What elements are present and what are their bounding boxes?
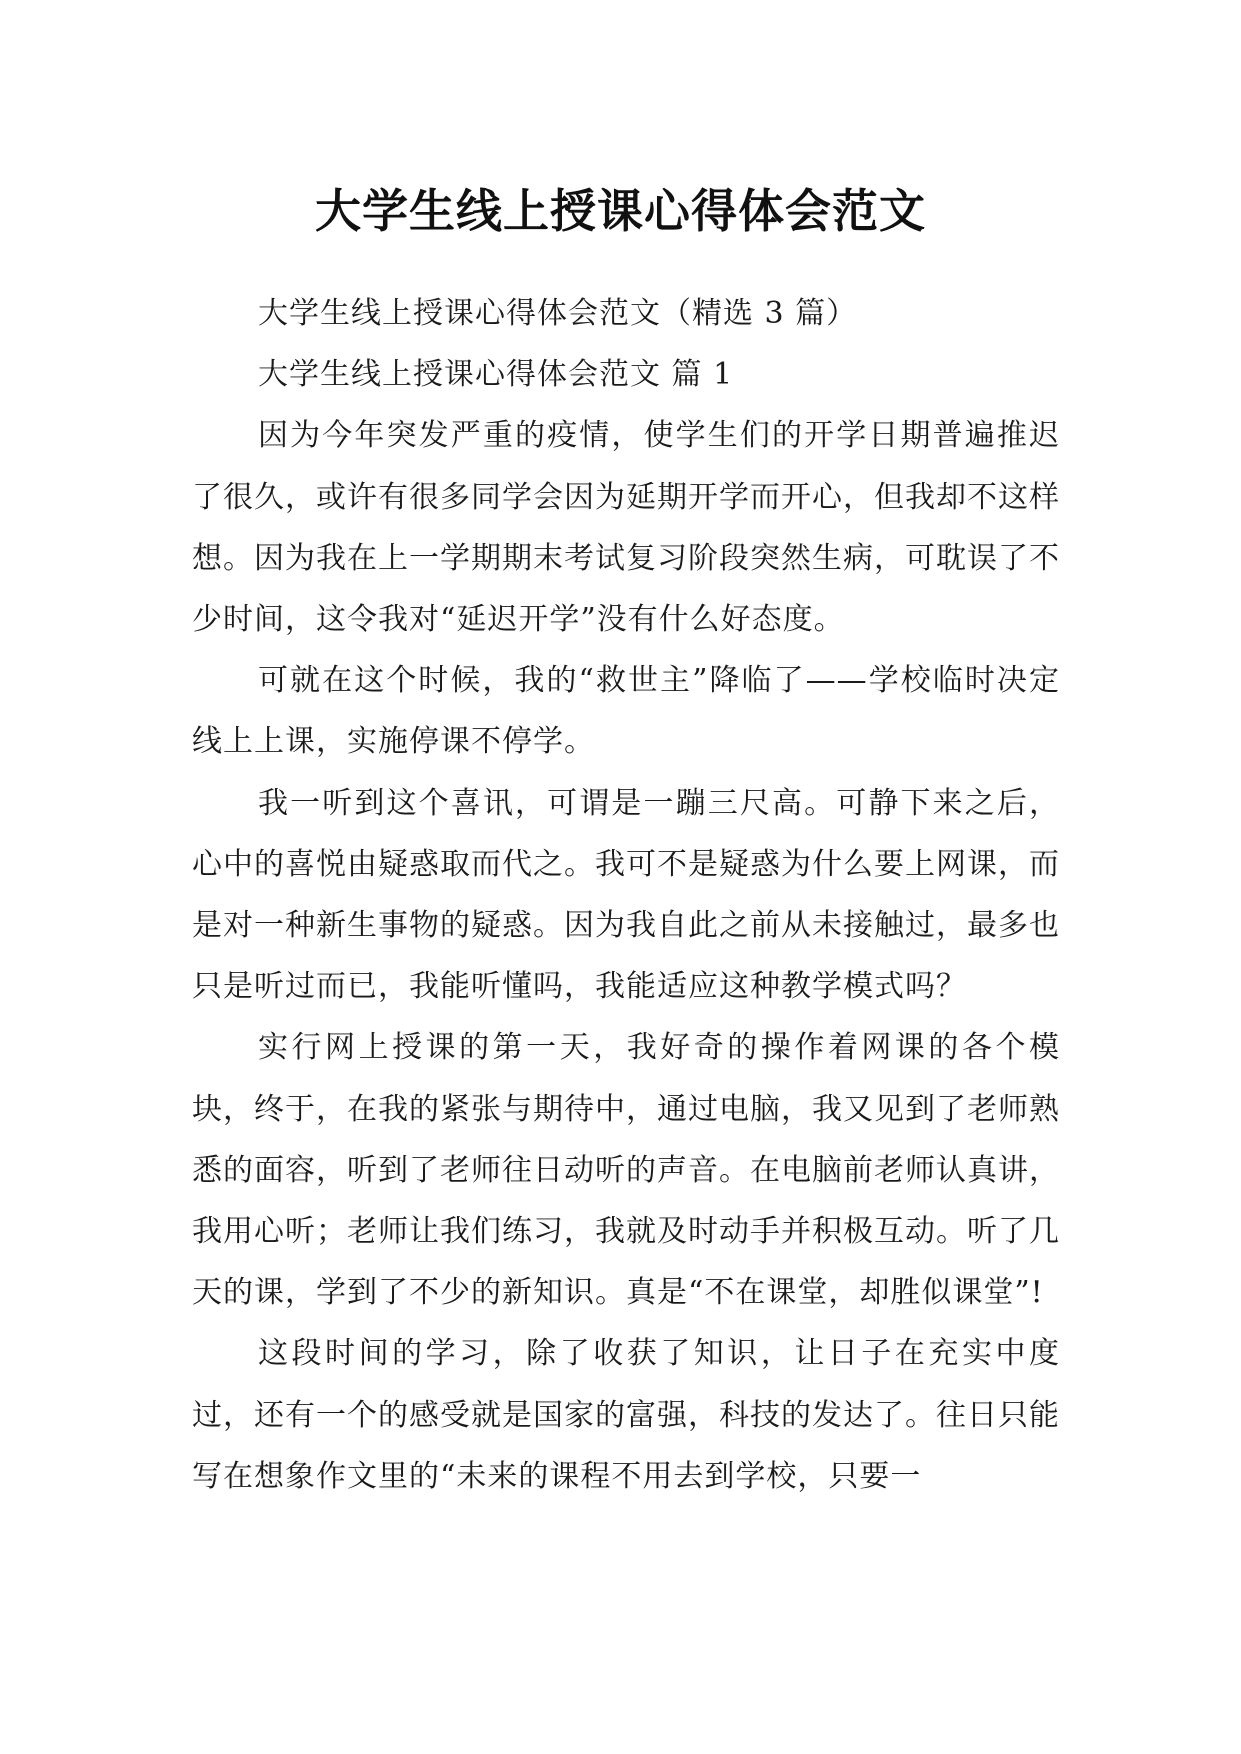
body-paragraph: 实行网上授课的第一天，我好奇的操作着网课的各个模块，终于，在我的紧张与期待中，通过电脑，我又见到了老师熟悉的面容，听到了老师往日动听的声音。在电脑前老师认真讲，我用心听；老师让我们练习，我就及时动手并积极互动。听了几天的课，学到了不少的新知识。真是“不在课堂，却胜似课堂”! xyxy=(192,1030,1060,1311)
subtitle-paragraph: 大学生线上授课心得体会范文（精选 3 篇） xyxy=(258,296,858,331)
section-heading-paragraph: 大学生线上授课心得体会范文 篇 1 xyxy=(258,357,734,393)
document-title: 大学生线上授课心得体会范文 xyxy=(315,183,926,238)
body-paragraph: 我一听到这个喜讯，可谓是一蹦三尺高。可静下来之后，心中的喜悦由疑惑取而代之。我可不是疑惑为什么要上网课，而是对一种新生事物的疑惑。因为我自此之前从未接触过，最多也只是听过而已，我能听懂吗，我能适应这种教学模式吗？ xyxy=(192,785,1060,1005)
body-paragraph: 因为今年突发严重的疫情，使学生们的开学日期普遍推迟了很久，或许有很多同学会因为延期开学而开心，但我却不这样想。因为我在上一学期期末考试复习阶段突然生病，可耽误了不少时间，这令我对“延迟开学”没有什么好态度。 xyxy=(192,418,1060,638)
document-body xyxy=(192,283,1060,1507)
body-paragraph: 这段时间的学习，除了收获了知识，让日子在充实中度过，还有一个的感受就是国家的富强，科技的发达了。往日只能写在想象作文里的“未来的课程不用去到学校，只要一 xyxy=(192,1336,1060,1494)
body-paragraph: 可就在这个时候，我的“救世主”降临了——学校临时决定线上上课，实施停课不停学。 xyxy=(192,663,1060,760)
